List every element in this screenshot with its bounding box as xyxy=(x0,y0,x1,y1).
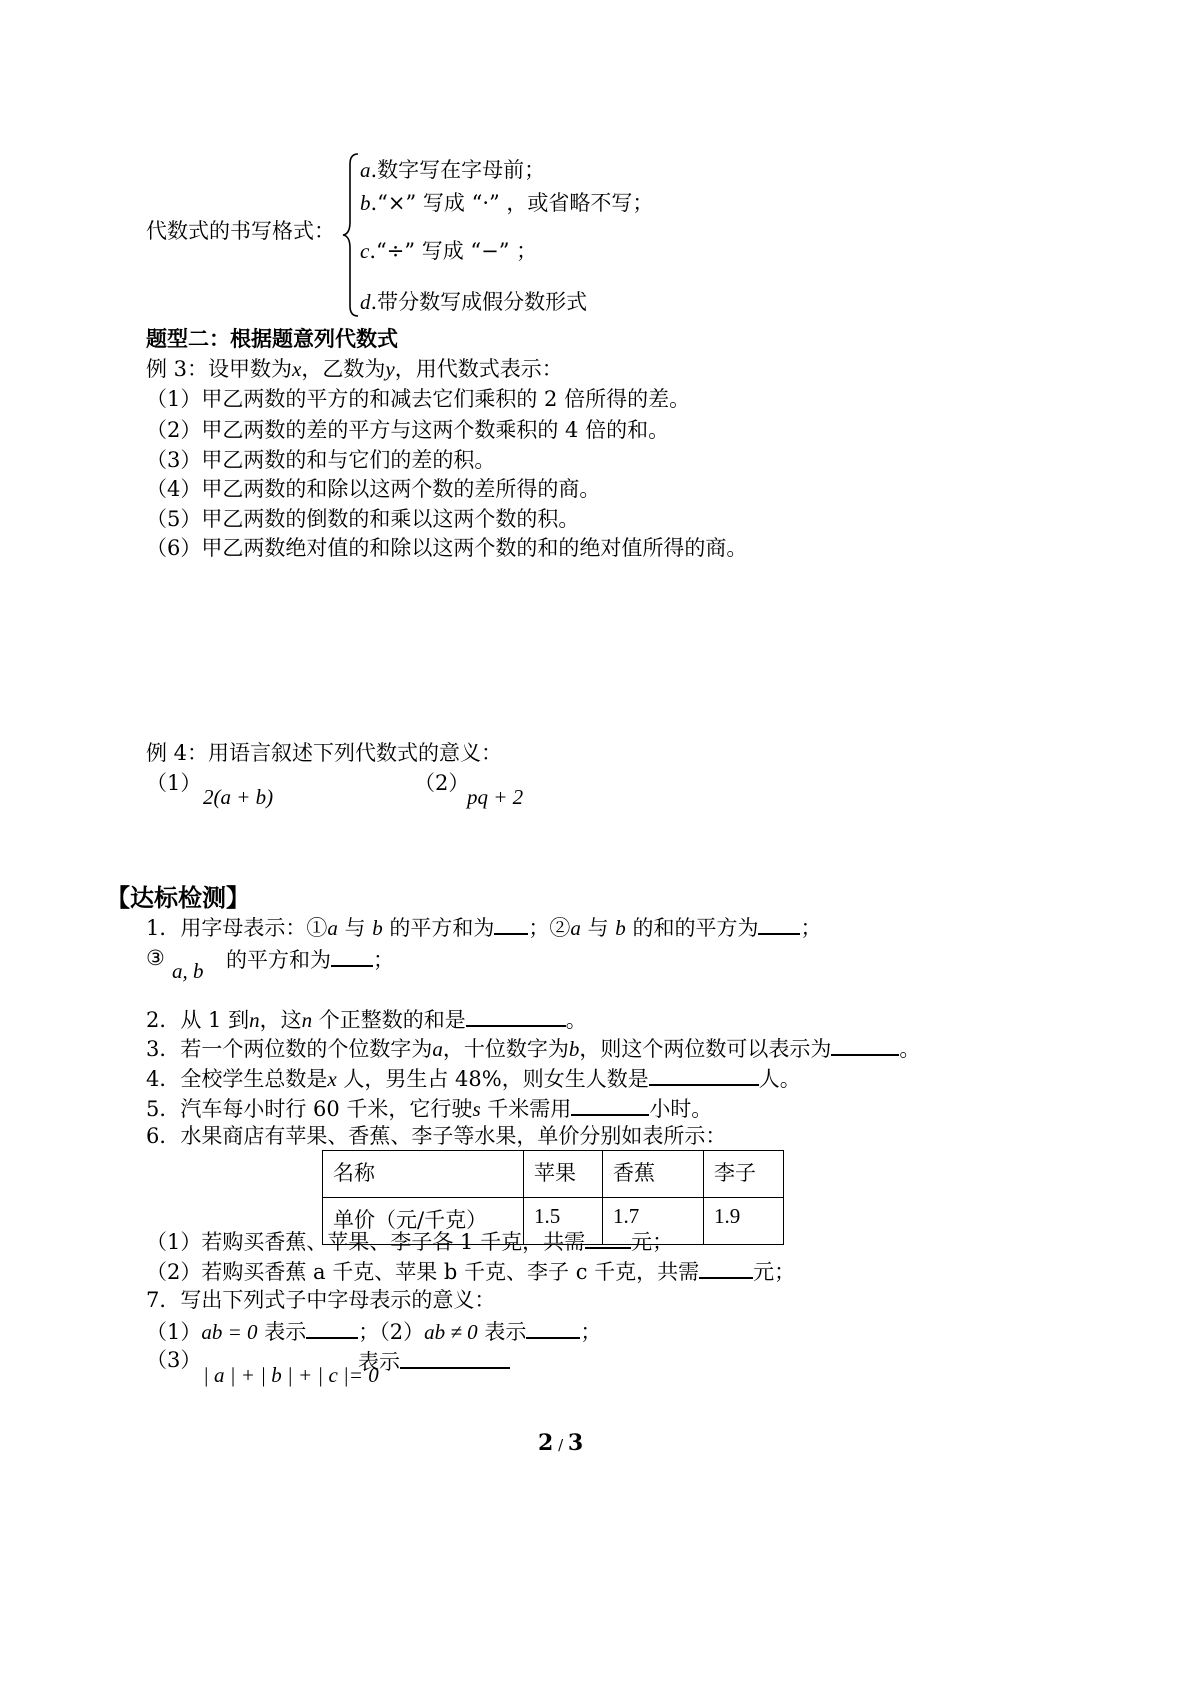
q1-line2-text: 的平方和为 ； xyxy=(226,945,394,973)
table-cell: 1.7 xyxy=(603,1198,704,1245)
rule-d: d.带分数写成假分数形式 xyxy=(360,290,588,314)
ex3-item-2: （2）甲乙两数的差的平方与这两个数乘积的 4 倍的和。 xyxy=(146,418,670,442)
q7-title: 7．写出下列式子中字母表示的意义： xyxy=(146,1288,496,1312)
ex3-item-6: （6）甲乙两数绝对值的和除以这两个数的和的绝对值所得的商。 xyxy=(146,536,748,560)
q7-blank-3[interactable] xyxy=(400,1347,510,1369)
table-cell: 单价（元/千克） xyxy=(323,1198,524,1245)
q6-blank-1[interactable] xyxy=(585,1227,631,1249)
table-row xyxy=(323,1151,784,1198)
q6-sub2: （2）若购买香蕉 a 千克、苹果 b 千克、李子 c 千克，共需 元； xyxy=(146,1257,795,1285)
table-cell: 1.9 xyxy=(704,1198,784,1245)
q7-p3-text: 表示 xyxy=(358,1347,510,1375)
q7-blank-1[interactable] xyxy=(306,1317,358,1339)
q6-title: 6．水果商店有苹果、香蕉、李子等水果，单价分别如表所示： xyxy=(146,1124,727,1148)
q1-blank-3[interactable] xyxy=(331,945,373,967)
q7-blank-2[interactable] xyxy=(526,1317,580,1339)
table-header-cell: 李子 xyxy=(704,1151,784,1198)
page-number: 2 / 3 xyxy=(538,1430,584,1456)
ex3-item-5: （5）甲乙两数的倒数的和乘以这两个数的积。 xyxy=(146,507,580,531)
ex3-item-3: （3）甲乙两数的和与它们的差的积。 xyxy=(146,448,496,472)
q1-blank-1[interactable] xyxy=(494,913,528,935)
q3-blank[interactable] xyxy=(831,1034,899,1056)
q7-p3-label: （3） xyxy=(146,1348,202,1372)
q6-sub1: （1）若购买香蕉、苹果、李子各 1 千克，共需 元； xyxy=(146,1227,673,1255)
q1-line1: 1．用字母表示：①a 与 b 的平方和为 ；②a 与 b 的和的平方为 ； xyxy=(146,913,821,941)
rule-a: a.数字写在字母前； xyxy=(360,158,546,182)
q7-line1: （1）ab = 0 表示 ；（2）ab ≠ 0 表示 ； xyxy=(146,1317,601,1345)
table-header-cell: 名称 xyxy=(323,1151,524,1198)
ex4-p2-expr: pq + 2 xyxy=(467,785,524,809)
ex3-item-1: （1）甲乙两数的平方的和减去它们乘积的 2 倍所得的差。 xyxy=(146,387,691,411)
q5: 5．汽车每小时行 60 千米，它行驶s 千米需用 小时。 xyxy=(146,1094,712,1122)
ex4-p1-label: （1） xyxy=(146,771,202,795)
q4-blank[interactable] xyxy=(649,1064,759,1086)
table-header-cell: 苹果 xyxy=(524,1151,603,1198)
ex3-intro: 例 3：设甲数为x，乙数为y，用代数式表示： xyxy=(146,357,563,381)
table-header-cell: 香蕉 xyxy=(603,1151,704,1198)
q7-p3-expr: | a | + | b | + | c |= 0 xyxy=(203,1363,379,1387)
test-heading: 【达标检测】 xyxy=(106,883,250,912)
q1-vars: a, b xyxy=(172,959,204,983)
rule-b: b.“×” 写成 “·” ，或省略不写； xyxy=(360,191,654,215)
q3: 3．若一个两位数的个位数字为a，十位数字为b，则这个两位数可以表示为 。 xyxy=(146,1034,920,1062)
q4: 4．全校学生总数是x 人，男生占 48%，则女生人数是 人。 xyxy=(146,1064,801,1092)
q2-blank[interactable] xyxy=(466,1005,566,1027)
q5-blank[interactable] xyxy=(571,1094,649,1116)
type2-heading: 题型二：根据题意列代数式 xyxy=(146,326,398,351)
ex4-title: 例 4：用语言叙述下列代数式的意义： xyxy=(146,741,503,765)
left-brace xyxy=(340,150,362,320)
q2: 2．从 1 到n，这n 个正整数的和是 。 xyxy=(146,1005,587,1033)
ex3-item-4: （4）甲乙两数的和除以这两个数的差所得的商。 xyxy=(146,477,601,501)
ex4-p1-expr: 2(a + b) xyxy=(203,785,274,809)
q1-blank-2[interactable] xyxy=(758,913,800,935)
format-label: 代数式的书写格式： xyxy=(146,219,335,243)
table-cell: 1.5 xyxy=(524,1198,603,1245)
rule-c: c.“÷” 写成 “−” ； xyxy=(360,239,538,263)
ex4-p2-label: （2） xyxy=(414,771,470,795)
q6-blank-2[interactable] xyxy=(699,1257,753,1279)
q1-line2: ③ xyxy=(146,946,165,970)
